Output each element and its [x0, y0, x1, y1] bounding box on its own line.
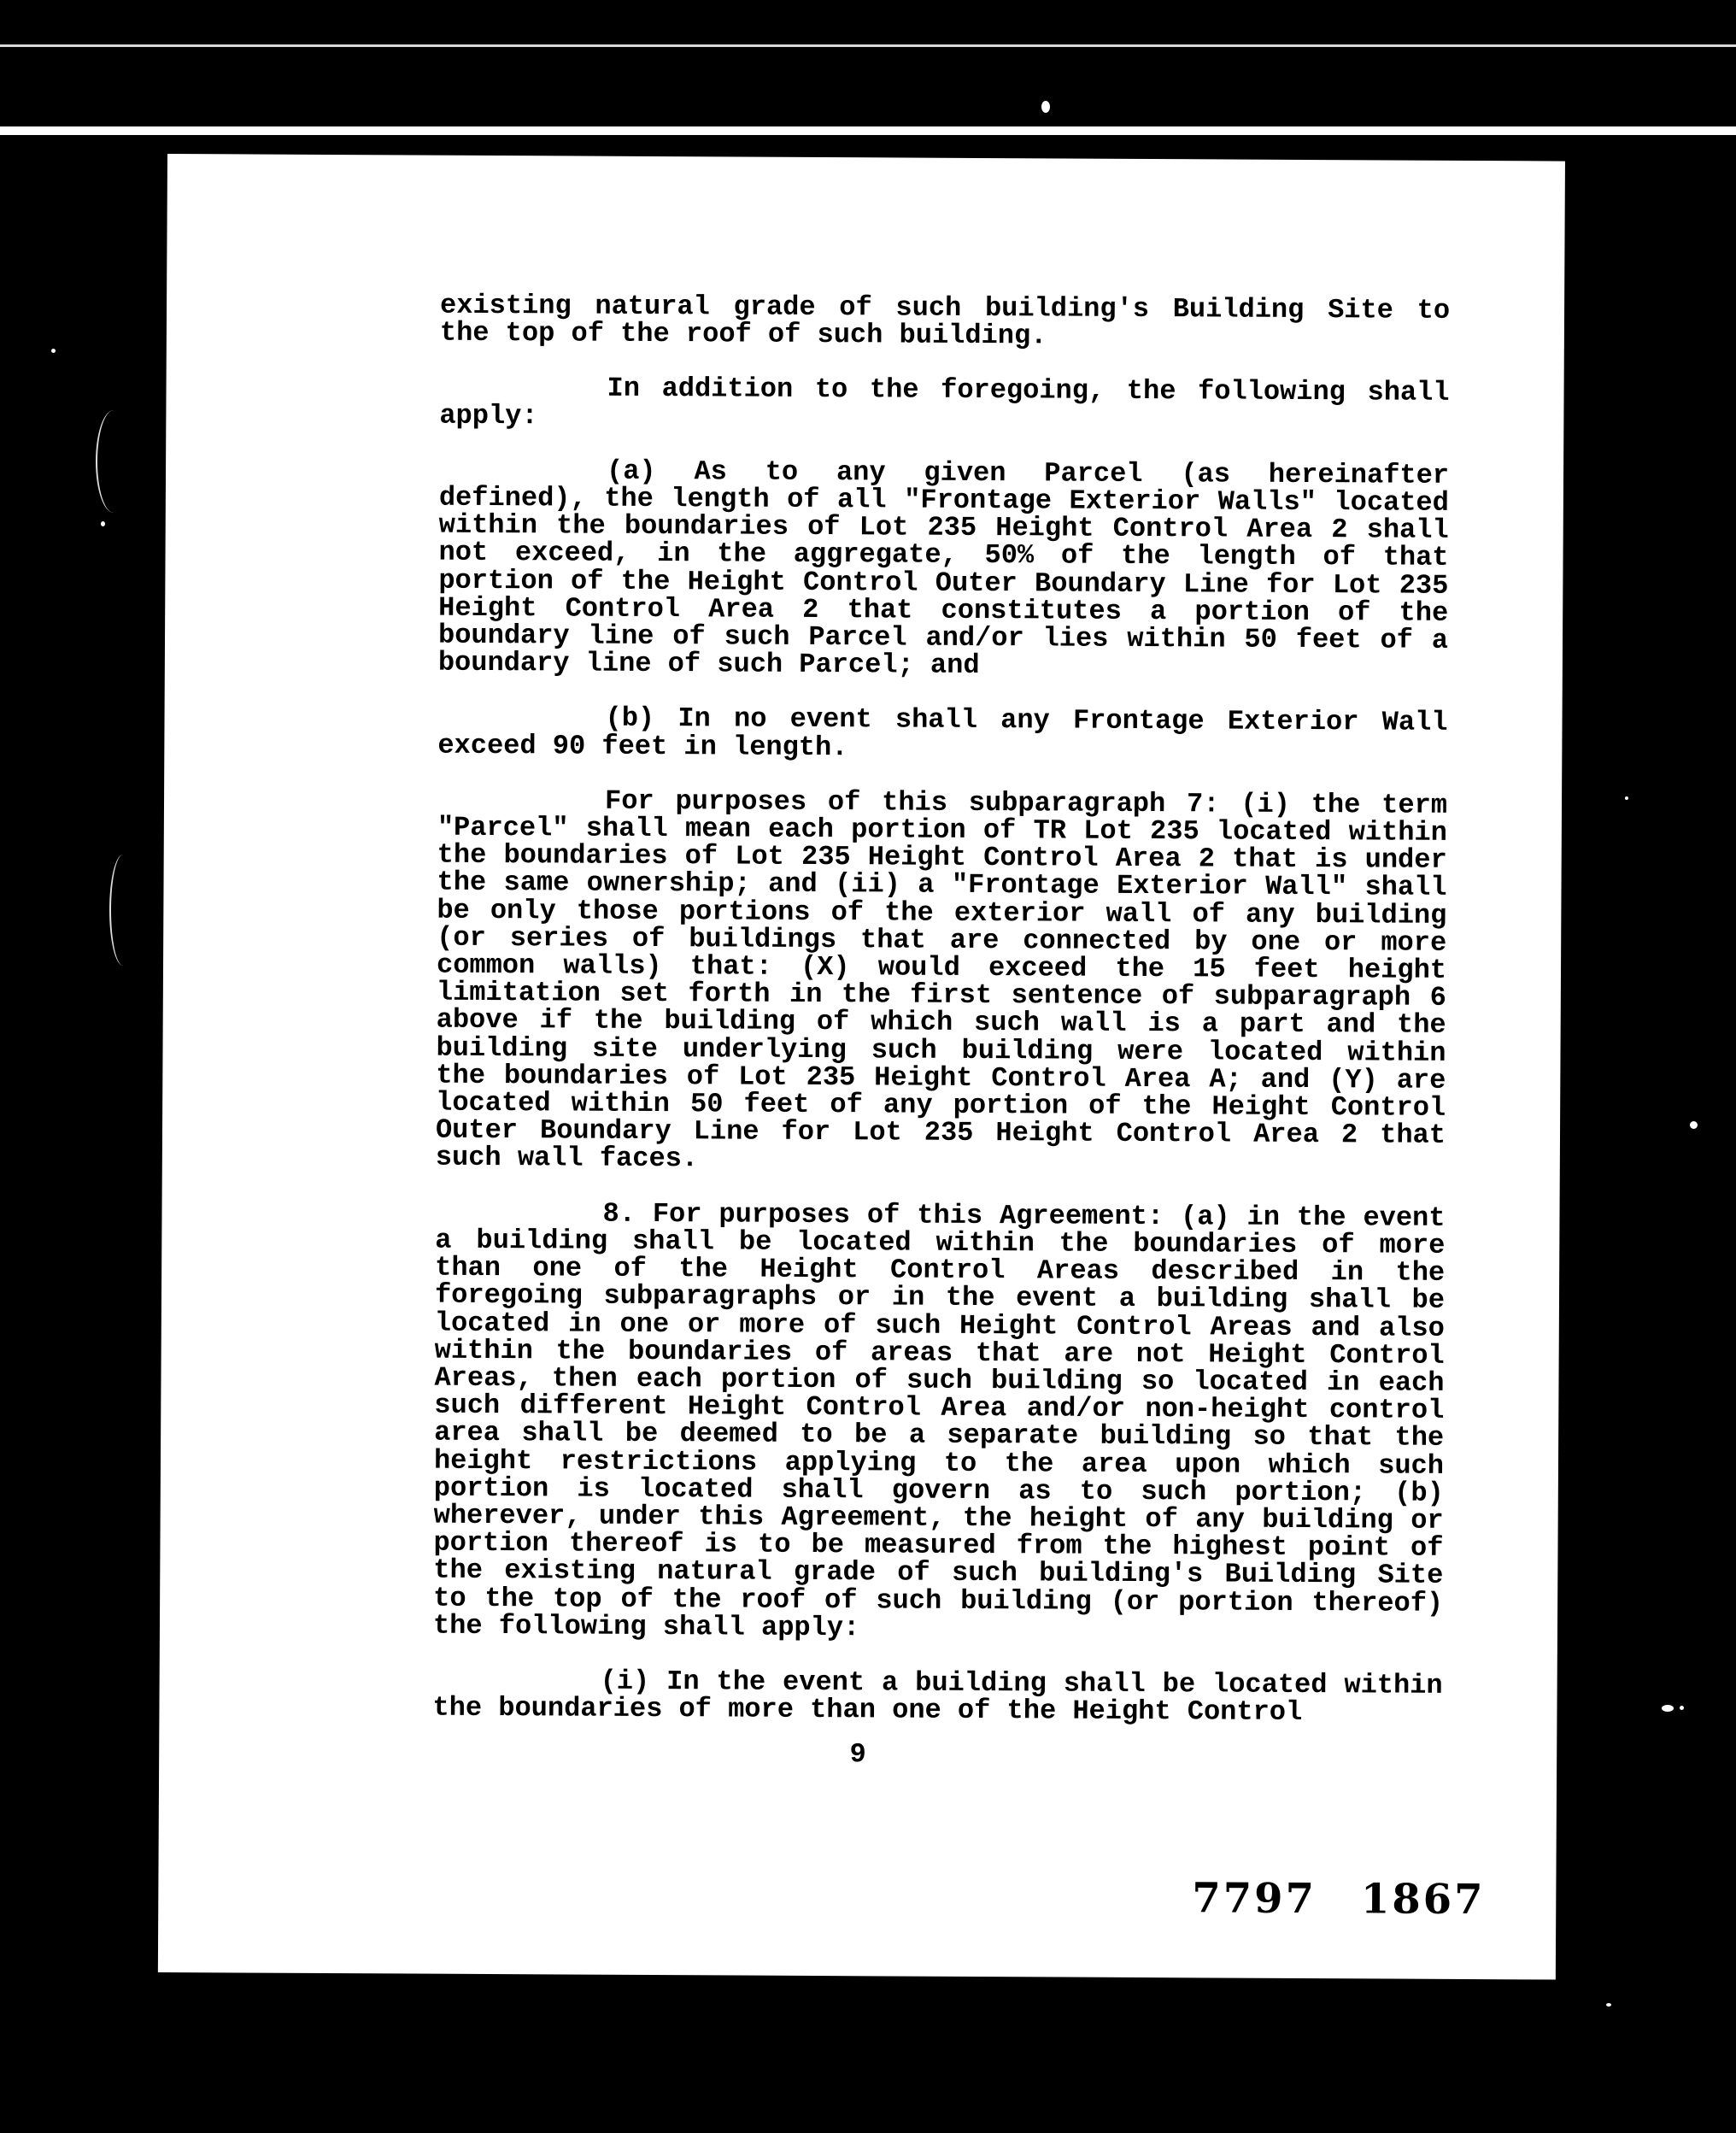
scan-edge-line: [0, 126, 1736, 135]
document-page: [158, 154, 1565, 1980]
paragraph: (i) In the event a building shall be located within the boundaries of more than one of the Height Control: [432, 1665, 1443, 1729]
paragraph: (a) As to any given Parcel (as hereinafter defined), the length of all "Frontage Exterior Walls" located within the boundaries of Lot 235 Height Control Area 2 shall not exceed, in the aggregate, 50% of the length of that portion of the Height Control Outer Boundary Line for Lot 235 Height Control Area 2 that constitutes a portion of the boundary line of such Parcel and/or lies within 50 feet of a boundary line of such Parcel; and: [437, 455, 1450, 682]
page-number: 9: [849, 1738, 866, 1771]
paragraph: (b) In no event shall any Frontage Exterior Wall exceed 90 feet in length.: [437, 702, 1448, 763]
scan-speck: [1680, 1706, 1684, 1710]
scan-edge-line: [0, 44, 1736, 47]
paragraph: 8. For purposes of this Agreement: (a) in the event a building shall be located within the boundaries of more than one of the Height Control Areas described in the foregoing subparagraphs or in the event a building shall be located in one or more of such Height Control Areas and also within the boundaries of areas that are not Height Control Areas, then each portion of such building so located in each such different Height Control Area and/or non-height control area shall be deemed to be a separate building so that the height restrictions applying to the area upon which such portion is located shall govern as to such portion; (b) wherever, under this Agreement, the height of any building or portion thereof is to be measured from the highest point of the existing natural grade of such building's Building Site to the top of the roof of such building (or portion thereof) the following shall apply:: [432, 1197, 1446, 1644]
paragraph: In addition to the foregoing, the following shall apply:: [439, 373, 1450, 432]
scan-artifact: [109, 855, 137, 966]
scan-speck: [1662, 1705, 1674, 1712]
scan-artifact: [96, 410, 132, 513]
paragraph: existing natural grade of such building's Building Site to the top of the roof of such building.: [439, 289, 1451, 352]
scan-speck: [1606, 2003, 1611, 2007]
scan-speck: [1041, 101, 1050, 113]
scan-speck: [101, 521, 105, 526]
recording-stamp: [1192, 1874, 1485, 1924]
stamp-book-number: 7797: [1192, 1874, 1317, 1924]
paragraph: For purposes of this subparagraph 7: (i) the term "Parcel" shall mean each portion of TR Lot 235 located within the boundaries of Lot 235 Height Control Area 2 that is under the same ownership; and (ii) a "Frontage Exterior Wall" shall be only those portions of the exterior wall of any building (or series of buildings that are connected by one or more common walls) that: (X) would exceed the 15 feet height limitation set forth in the first sentence of subparagraph 6 above if the building of which such wall is a part and the building site underlying such building were located within the boundaries of Lot 235 Height Control Area A; and (Y) are located within 50 feet of any portion of the Height Control Outer Boundary Line for Lot 235 Height Control Area 2 that such wall faces.: [435, 784, 1448, 1175]
document-body: [432, 289, 1451, 1755]
stamp-page-number: 1867: [1360, 1875, 1486, 1924]
scan-speck: [1625, 796, 1628, 800]
scan-speck: [51, 349, 56, 353]
scan-speck: [1690, 1121, 1698, 1129]
